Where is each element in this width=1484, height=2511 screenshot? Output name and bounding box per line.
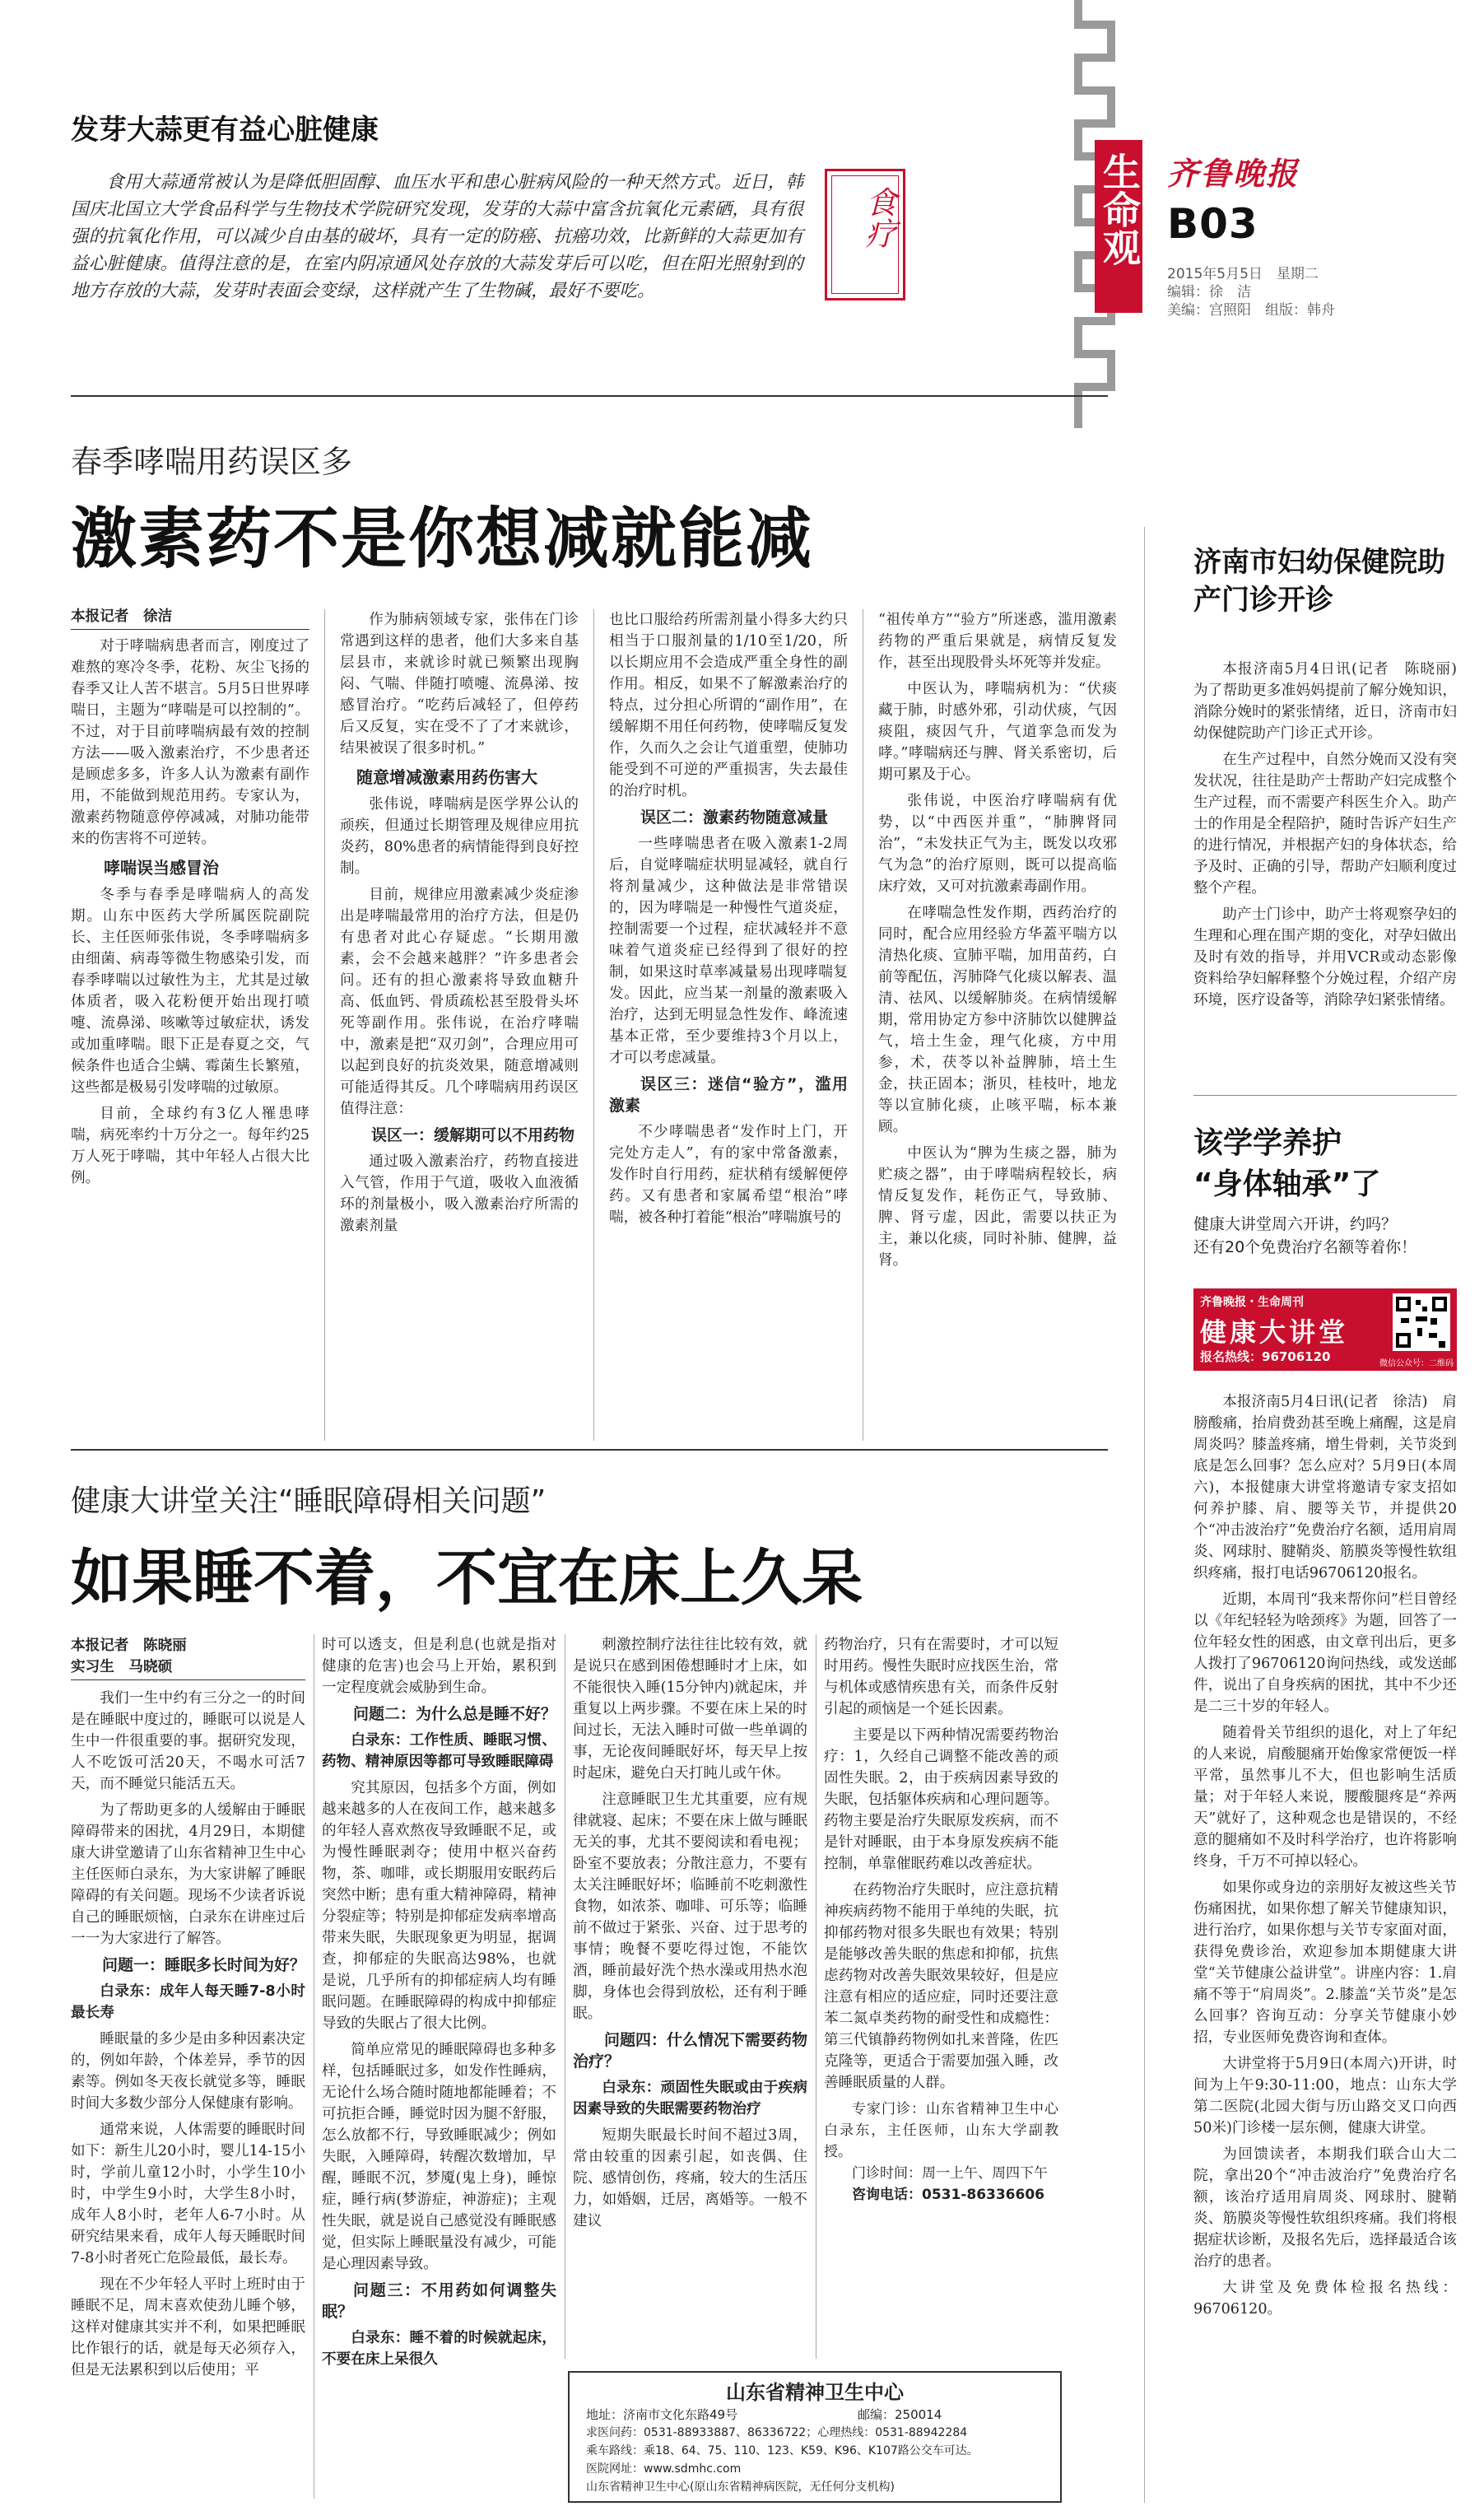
- qr-code-icon: [1393, 1293, 1450, 1351]
- food-badge-label: 食疗: [860, 186, 896, 249]
- logo-line-2: 健康大讲堂: [1200, 1316, 1349, 1348]
- clinic-body: 本报济南5月4日讯(记者 陈晓丽) 为了帮助更多准妈妈提前了解分娩知识，消除分娩时的紧张情绪，近日，济南市妇幼保健院助产门诊正式开诊。 在生产过程中，自然分娩而又没有突发状况，往往是助产士帮助产妇完成整个生产过程，而不需要产科医生介入。助产士的作用是全程陪护，随时告诉产妇生产的进行情况，并根据产妇的身体状态，给予及时、正确的引导，帮助产妇顺利度过整个产程。 助产士门诊中，助产士将观察孕妇的生理和心理在围产期的变化，对孕妇做出及时有效的指导，并用VCR或动态影像资料给孕妇解释整个分娩过程，介绍产房环境，医疗设备等，消除孕妇紧张情绪。: [1193, 661, 1472, 1009]
- asthma-col4: “祖传单方”“验方”所迷惑，滥用激素药物的严重后果就是，病情反复发作，甚至出现股骨头坏死等并发症。 中医认为，哮喘病机为：“伏痰藏于肺，时感外邪，引动伏痰，气因痰阻，痰因气升，气道挛急而发为哮。”哮喘病还与脾、肾关系密切，后期可累及于心。 张伟说，中医治疗哮喘病有优势，以“中西医并重”，“肺脾肾同治”，“未发扶正气为主，既发以攻邪气为急”的治疗原则，既可以提高临床疗效，又可对抗激素毒副作用。 在哮喘急性发作期，西药治疗的同时，配合应用经验方华蓋平喘方以清热化痰、宣肺平喘，加用苗药，白前等配伍，泻肺降气化痰以解表、温清、祛风、以缓解肺炎。在病情缓解期，常用协定方参中济肺饮以健脾益气，培土生金，理气化痰，方中用参，术，茯苓以补益脾肺，培土生金，扶正固本；浙贝，桂枝叶，地龙等以宣肺化痰，止咳平喘，标本兼顾。 中医认为“脾为生痰之器，肺为贮痰之器”，由于哮喘病程较长，病情反复发作，耗伤正气，导致肺、脾、肾亏虚，因此，需要以扶正为主，兼以化痰，同时补肺、健脾，益肾。: [878, 612, 1117, 1269]
- ad-website: 医院网址：www.sdmhc.com: [586, 2462, 742, 2476]
- sleep-col3: 刺激控制疗法往往比较有效，就是说只在感到困倦想睡时才上床，如不能很快入睡(15分钟内)就起床，并重复以上两步骤。不要在床上呆的时间过长，无法入睡时可做一些单调的事，无论夜间睡眠好坏，每天早上按时起床，避免白天打盹儿或午休。 注意睡眠卫生尤其重要，应有规律就寝、起床；不要在床上做与睡眠无关的事，尤其不要阅读和看电视；卧室不要放表；分散注意力，不要有太关注睡眠好坏；临睡前不吃刺激性食物，如浓茶、咖啡、可乐等；临睡前不做过于紧张、兴奋、过于思考的事情；晚餐不要吃得过饱，不能饮酒，睡前最好洗个热水澡或用热水泡脚，身体也会得到放松，还有利于睡眠。 问题四：什么情况下需要药物治疗？ 白录东：顽固性失眠或由于疾病因素导致的失眠需要药物治疗 短期失眠最长时间不超过3周，常由较重的因素引起，如丧偶、住院、感情创伤，疼痛，较大的生活压力，如婚姻，迁居，离婚等。一般不建议: [573, 1637, 808, 2229]
- joint-teaser-2: 还有20个免费治疗名额等着你！: [1193, 1238, 1417, 1256]
- clinic-title: 济南市妇幼保健院助产门诊开诊: [1193, 546, 1445, 617]
- qa-answer: 白录东：工作性质、睡眠习惯、药物、精神原因等都可导致睡眠障碍: [322, 1732, 556, 1770]
- food-badge: [825, 169, 905, 300]
- health-lecture-logo: [1193, 1288, 1457, 1371]
- sleep-title: 如果睡不着，不宜在床上久呆: [71, 1543, 863, 1614]
- ad-note: 山东省精神卫生中心(原山东省精神病医院，无任何分支机构): [586, 2481, 895, 2494]
- subheading: 哮喘误当感冒治: [104, 858, 219, 878]
- qa-answer: 白录东：睡不着的时候就起床，不要在床上呆很久: [322, 2330, 556, 2368]
- editor: 编辑：徐 洁: [1167, 284, 1251, 300]
- ad-title: 山东省精神卫生中心: [726, 2381, 904, 2404]
- asthma-byline: 本报记者 徐洁: [71, 608, 173, 625]
- joint-teaser-1: 健康大讲堂周六开讲，约吗？: [1193, 1215, 1398, 1233]
- designer: 美编：宫照阳 组版：韩舟: [1167, 302, 1335, 319]
- ad-bus: 乘车路线：乘18、64、75、110、123、K59、K96、K107路公交车可达。: [586, 2444, 979, 2457]
- asthma-title: 激素药不是你想减就能减: [71, 501, 813, 577]
- page-number: B03: [1167, 200, 1258, 248]
- masthead: [1062, 0, 1484, 428]
- qa-answer: 白录东：成年人每天睡7-8小时最长寿: [71, 1983, 305, 2021]
- sidebar-divider: [1144, 527, 1145, 2503]
- ad-address: 地址：济南市文化东路49号: [586, 2407, 738, 2422]
- byline-rule: [71, 629, 309, 630]
- joint-body: 本报济南5月4日讯(记者 徐洁) 肩膀酸痛，抬肩费劲甚至晚上痛醒，这是肩周炎吗？膝盖疼痛，增生骨刺，关节炎到底是怎么回事？怎么应对？5月9日(本周六)，本报健康大讲堂将邀请专家支招如何养护膝、肩、腰等关节，并提供20个“冲击波治疗”免费治疗名额，适用肩周炎、网球肘、腱鞘炎、筋膜炎等慢性软组织疼痛，报打电话96706120报名。 近期，本周刊“我来帮你问”栏目曾经以《年纪轻轻为啥颈疼》为题，回答了一位年轻女性的困惑，由文章刊出后，更多人拨打了96706120询问热线，或发送邮件，说出了自身疾病的困扰，其中不少还是二三十岁的年轻人。 随着骨关节组织的退化，对上了年纪的人来说，肩酸腿痛开始像家常便饭一样平常，虽然事儿不大，但也影响生活质量；对于年轻人来说，腰酸腿疼是“养两天”就好了，这种观念也是错误的，不经意的腿痛如不及时科学治疗，也许将影响终身，千万不可掉以轻心。 如果你或身边的亲朋好友被这些关节伤痛困扰，如果你想了解关节健康知识，进行治疗，如果你想与关节专家面对面，获得免费诊治，欢迎参加本期健康大讲堂“关节健康公益讲堂”。讲座内容：1.肩痛不等于“肩周炎”。2.膝盖“关节炎”是怎么回事？咨询互动：分享关节健康小妙招，专业医师免费咨询和查体。 大讲堂将于5月9日(本周六)开讲，时间为上午9:30-11:00，地点：山东大学第二医院(北园大街与历山路交叉口向西50米)门诊楼一层东侧，健康大讲堂。 为回馈读者，本期我们联合山大二院，拿出20个“冲击波治疗”免费治疗名额，该治疗适用肩周炎、网球肘、腱鞘炎、筋膜炎等慢性软组织疼痛。我们将根据症状诊断，及报名先后，选择最适合该治疗的患者。 大讲堂及免费体检报名热线：96706120。: [1193, 1394, 1457, 2318]
- logo-phone: 报名热线：96706120: [1200, 1349, 1331, 1364]
- sleep-col1: 我们一生中约有三分之一的时间是在睡眠中度过的，睡眠可以说是人生中一件很重要的事。据研究发现，人不吃饭可活20天，不喝水可活7天，而不睡觉只能活五天。 为了帮助更多的人缓解由于睡眠障碍带来的困扰，4月29日，本期健康大讲堂邀请了山东省精神卫生中心主任医师白录东，为大家讲解了睡眠障碍的有关问题。现场不少读者诉说自己的睡眠烦恼，白录东在讲座过后一一为大家进行了解答。 问题一：睡眠多长时间为好？ 白录东：成年人每天睡7-8小时最长寿 睡眠量的多少是由多种因素决定的，例如年龄，个体差异，季节的因素等。例如冬天夜长就觉多等，睡眠时间大多数少部分人保健康有影响。 通常来说，人体需要的睡眠时间如下：新生儿20小时，婴儿14-15小时，学前儿童12小时，小学生10小时，中学生9小时，大学生8小时，成年人8小时，老年人6-7小时。从研究结果来看，成年人每天睡眠时间7-8小时者死亡危险最低，最长寿。 现在不少年轻人平时上班时由于睡眠不足，周末喜欢使劲儿睡个够，这样对健康其实并不利，如果把睡眠比作银行的话，就是每天必须存入，但是无法累积到以后使用；平: [71, 1690, 306, 2378]
- joint-title-2: “身体轴承”了: [1193, 1167, 1381, 1201]
- expert-info: 专家门诊：山东省精神卫生中心白录东，主任医师，山东大学副教授。: [824, 2101, 1058, 2160]
- asthma-col1: 对于哮喘病患者而言，刚度过了难熬的寒冷冬季，花粉、灰尘飞扬的春季又让人苦不堪言。5月5日世界哮喘日，主题为“哮喘是可以控制的”。不过，对于目前哮喘病最有效的控制方法——吸入激素治疗，不少患者还是顾虑多多，许多人认为激素有副作用，不能做到规范用药。专家认为，激素药物随意停停减减，对肺功能带来的伤害将不可逆转。 哮喘误当感冒治 冬季与春季是哮喘病人的高发期。山东中医药大学所属医院副院长、主任医师张伟说，冬季哮喘病多由细菌、病毒等微生物感染引发，而春季哮喘以过敏性为主，尤其是过敏体质者，吸入花粉便开始出现打喷嚏、流鼻涕、咳嗽等过敏症状，诱发或加重哮喘。眼下正是春夏之交，气候条件也适合尘螨、霉菌生长繁殖，这些都是极易引发哮喘的过敏原。 目前，全球约有3亿人罹患哮喘，病死率约十万分之一。每年约25万人死于哮喘，其中年轻人占很大比例。: [71, 638, 309, 1186]
- asthma-col2: 作为肺病领域专家，张伟在门诊常遇到这样的患者，他们大多来自基层县市，来就诊时就已频繁出现胸闷、气喘、伴随打喷嚏、流鼻涕、按感冒治疗。“吃药后减轻了，但停药后又反复，实在受不了了才来就诊，结果被误了很多时机。” 随意增减激素用药伤害大 张伟说，哮喘病是医学界公认的顽疾，但通过长期管理及规律应用抗炎药，80%患者的病情能得到良好控制。 目前，规律应用激素减少炎症渗出是哮喘最常用的治疗方法，但是仍有患者对此心存疑虑。“长期用激素，会不会越来越胖？”许多患者会问。还有的担心激素将导致血糖升高、低血钙、骨质疏松甚至股骨头坏死等副作用。张伟说，在治疗哮喘中，激素是把“双刃剑”，合理应用可以起到良好的抗炎效果，随意增减则可能适得其反。几个哮喘病用药误区值得注意： 误区一：缓解期可以不用药物 通过吸入激素治疗，药物直接进入气管，作用于气道，吸收入血液循环的剂量极小，吸入激素治疗所需的激素剂量: [340, 612, 579, 1234]
- qa-heading: 误区二：激素药物随意减量: [640, 808, 829, 827]
- garlic-body: 食用大蒜通常被认为是降低胆固醇、血压水平和患心脏病风险的一种天然方式。近日，韩国庆北国立大学食品科学与生物技术学院研究发现，发芽的大蒜中富含抗氧化元素硒，具有很强的抗氧化作用，可以减少自由基的破坏，具有一定的防癌、抗癌功效，比新鲜的大蒜更加有益心脏健康。值得注意的是，在室内阴凉通风处存放的大蒜发芽后可以吃，但在阳光照射到的地方存放的大蒜，发芽时表面会变绿，这样就产生了生物碱，最好不要吃。: [71, 172, 803, 301]
- column-divider: [593, 609, 594, 1441]
- sleep-col4: 药物治疗，只有在需要时，才可以短时用药。慢性失眠时应找医生治，常与机体或感情疾患有关，而条件反射引起的顽恼是一个延长因素。 主要是以下两种情况需要药物治疗：1，久经自己调整不能改善的顽固性失眠。2，由于疾病因素导致的失眠，包括躯体疾病和心理问题等。药物主要是治疗失眠原发疾病，而不是针对睡眠，由于本身原发疾病不能控制，单靠催眠药难以改善症状。 在药物治疗失眠时，应注意抗精神疾病药物不能用于单纯的失眠，抗抑郁药物对很多失眠也有效果；特别是能够改善失眠的焦虑和抑郁，抗焦虑药物对改善失眠效果较好，但是应注意有相应的适应症，同时还要注意苯二氮卓类药物的耐受性和成瘾性：第三代镇静药物例如扎来普隆，佐匹克隆等，更适合于需要加强入睡，改善睡眠质量的人群。 专家门诊：山东省精神卫生中心白录东，主任医师，山东大学副教授。 门诊时间：周一上午、周四下午 咨询电话：0531-86336606: [824, 1634, 1058, 2359]
- sleep-kicker: 健康大讲堂关注“睡眠障碍相关问题”: [71, 1484, 547, 1518]
- qa-heading: 误区三：迷信“验方”，滥用激素: [609, 1075, 848, 1115]
- ad-postcode: 邮编：250014: [858, 2407, 942, 2422]
- asthma-col3: 也比口服给药所需剂量小得多大约只相当于口服剂量的1/10至1/20，所以长期应用不会造成严重全身性的副作用。相反，如果不了解激素治疗的特点，过分担心所谓的“副作用”，在缓解期不用任何药物，使哮喘反复发作，久而久之会让气道重塑，使肺功能受到不可逆的严重损害，失去最佳的治疗时机。 误区二：激素药物随意减量 一些哮喘患者在吸入激素1-2周后，自觉哮喘症状明显减轻，就自行将剂量减少，这种做法是非常错误的，因为哮喘是一种慢性气道炎症，控制需要一个过程，症状减轻并不意味着气道炎症已经得到了很好的控制，如果这时草率减量易出现哮喘复发。因此，应当某一剂量的激素吸入治疗，达到无明显急性发作、峰流速基本正常，至少要维持3个月以上，才可以考虑减量。 误区三：迷信“验方”，滥用激素 不少哮喘患者“发作时上门，开完处方走人”，有的家中常备激素，发作时自行用药，症状稍有缓解便停药。又有患者和家属希望“根治”哮喘，被各种打着能“根治”哮喘旗号的: [609, 612, 848, 1226]
- qa-heading: 误区一：缓解期可以不用药物: [371, 1126, 575, 1144]
- qa-heading: 问题三：不用药如何调整失眠？: [322, 2281, 556, 2321]
- subheading: 随意增减激素用药伤害大: [356, 767, 537, 787]
- divider: [1193, 1095, 1457, 1096]
- logo-line-1: 齐鲁晚报・生命周刊: [1200, 1296, 1304, 1309]
- sleep-col2: 时可以透支，但是利息(也就是指对健康的危害)也会马上开始，累积到一定程度就会威胁到生命。 问题二：为什么总是睡不好？ 白录东：工作性质、睡眠习惯、药物、精神原因等都可导致睡眠障碍 究其原因，包括多个方面，例如越来越多的人在夜间工作，越来越多的年轻人喜欢熬夜导致睡眠不足，或为慢性睡眠剥夺；使用中枢兴奋药物，茶、咖啡，或长期服用安眠药后突然中断；患有重大精神障碍，精神分裂症等；特别是抑郁症发病率增高带来失眠，失眠现象更为明显，据调查，抑郁症的失眠高达98%，也就是说，几乎所有的抑郁症病人均有睡眠问题。在睡眠障碍的构成中抑郁症导致的失眠占了很大比例。 简单应常见的睡眠障碍也多种多样，包括睡眠过多，如发作性睡病，无论什么场合随时随地都能睡着；不可抗拒合睡，睡觉时因为腿不舒服，怎么放都不行，导致睡眠减少；例如失眠，入睡障碍，转醒次数增加，早醒，睡眠不沉，梦魇(鬼上身)，睡惊症，睡行病(梦游症，神游症)；主观性失眠，就是说自己感觉没有睡眠感觉，但实际上睡眠量没有减少，可能是心理因素导致。 问题三：不用药如何调整失眠？ 白录东：睡不着的时候就起床，不要在床上呆很久: [322, 1634, 556, 2503]
- divider: [71, 395, 1108, 397]
- ad-phones: 求医问药：0531-88933887、86336722；心理热线：0531-88942284: [586, 2426, 968, 2439]
- byline-rule: [71, 1679, 305, 1680]
- qa-heading: 问题一：睡眠多长时间为好？: [102, 1956, 306, 1974]
- divider: [71, 1449, 1108, 1451]
- qa-heading: 问题二：为什么总是睡不好？: [353, 1705, 557, 1723]
- section-title: 生命观: [1097, 152, 1142, 266]
- issue-date: 2015年5月5日 星期二: [1167, 266, 1319, 282]
- qa-answer: 白录东：顽固性失眠或由于疾病因素导致的失眠需要药物治疗: [573, 2080, 807, 2117]
- hospital-ad-box: [568, 2371, 1062, 2503]
- consult-phone: 咨询电话：0531-86336606: [852, 2187, 1044, 2203]
- clinic-hours: 门诊时间：周一上午、周四下午: [852, 2165, 1048, 2182]
- sleep-byline-1: 本报记者 陈晓丽: [71, 1638, 187, 1654]
- qa-heading: 问题四：什么情况下需要药物治疗？: [573, 2031, 808, 2071]
- column-divider: [324, 609, 325, 1441]
- joint-title-1: 该学学养护: [1193, 1126, 1342, 1160]
- qr-caption: 微信公众号：二维码: [1379, 1359, 1454, 1368]
- asthma-kicker: 春季哮喘用药误区多: [71, 444, 353, 480]
- newspaper-name: 齐鲁晚报: [1167, 155, 1300, 192]
- sleep-byline-2: 实习生 马晓硕: [71, 1659, 173, 1675]
- garlic-title: 发芽大蒜更有益心脏健康: [71, 114, 379, 147]
